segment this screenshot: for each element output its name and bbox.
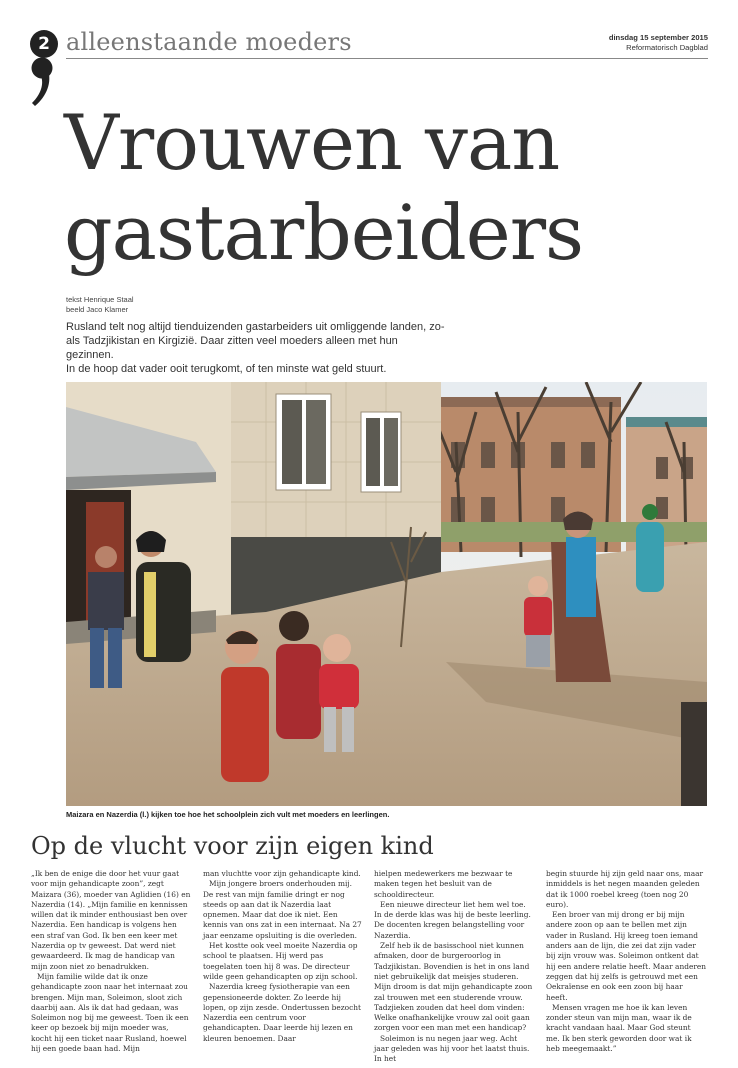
intro-line: Rusland telt nog altijd tienduizenden gastarbeiders uit omliggende landen, zo- <box>66 321 445 333</box>
photo-credit: beeld Jaco Klamer <box>66 305 129 314</box>
headline <box>64 98 583 278</box>
intro-line: In de hoop dat vader ooit terugkomt, of ten minste wat geld stuurt. <box>66 363 387 375</box>
section-title: alleenstaande moeders <box>66 28 352 56</box>
headline-line-2: gastarbeiders <box>64 188 584 277</box>
paragraph: man vluchtte voor zijn gehandicapte kind. <box>203 869 361 878</box>
paragraph: Mijn jongere broers onderhouden mij. De rest van mijn familie dringt er nog steeds op aan dat ik Nazerdia laat opnemen. Maar dat doe ik niet. Een kennis van ons zat in een internaat. Na 27 jaar eenzame opsluiting is die overleden. <box>203 879 362 940</box>
paragraph: Nazerdia kreeg fysiotherapie van een gepensioneerde dokter. Zo leerde hij lopen, op zijn zesde. Ondertussen bezocht Nazerdia een centrum voor gehandicapten. Daar leerde hij lezen en kleuren benoemen. Daar <box>203 982 362 1043</box>
dateline <box>609 33 708 53</box>
header-rule <box>66 58 708 59</box>
paragraph: Soleimon is nu negen jaar weg. Acht jaar geleden was hij voor het laatst thuis. In het <box>374 1033 530 1064</box>
paragraph: Een nieuwe directeur liet hem wel toe. In de derde klas was hij de beste leerling. De docenten kregen belangstelling voor Nazerdia. <box>374 899 531 940</box>
paragraph: Mijn familie wilde dat ik onze gehandicapte zoon naar het internaat zou brengen. Mijn man, Soleimon, sloot zich daarbij aan. Als ik dat had gedaan, was Soleimon nog bij me geweest. Toen ik een keer op bezoek bij mijn moeder was, kocht hij een ticket naar Rusland, hoewel hij een goede baan had. Mijn <box>31 971 189 1054</box>
issue-date: dinsdag 15 september 2015 <box>608 33 708 42</box>
credits <box>66 295 134 315</box>
intro-line: als Tadzjikistan en Kirgizië. Daar zitten veel moeders alleen met hun gezinnen. <box>66 335 398 361</box>
article-column-3 <box>374 869 534 1065</box>
comma-logo-icon <box>31 56 53 108</box>
paragraph: Het kostte ook veel moeite Nazerdia op school te plaatsen. Hij werd pas toegelaten toen hij 8 was. De directeur wilde geen gehandicapten op zijn school. <box>203 941 358 981</box>
photo-caption: Maizara en Nazerdia (l.) kijken toe hoe het schoolplein zich vult met moeders en leerlingen. <box>66 810 390 819</box>
publication-name: Reformatorisch Dagblad <box>626 43 708 52</box>
paragraph: Een broer van mij drong er bij mijn andere zoon op aan te bellen met zijn vader in Rusland. Hij kreeg toen iemand anders aan de lijn, die zei dat zijn vader bij zijn vrouw was. Soleimon ontkent dat hij een andere relatie heeft. Maar anderen zeggen dat hij zelfs is getrouwd met een Oekraïense en ook een zoon bij haar heeft. <box>546 910 706 1002</box>
paragraph: hielpen medewerkers me bezwaar te maken tegen het besluit van de schooldirecteur. <box>374 869 513 899</box>
schoolyard-photo <box>66 382 707 806</box>
text-credit: tekst Henrique Staal <box>66 295 134 304</box>
article-column-4 <box>546 869 706 1054</box>
headline-line-1: Vrouwen van <box>64 98 560 187</box>
paragraph: begin stuurde hij zijn geld naar ons, maar inmiddels is het negen maanden geleden dat ik 1000 roebel kreeg (toen nog 20 euro). <box>546 869 704 909</box>
article-subhead: Op de vlucht voor zijn eigen kind <box>31 832 434 860</box>
page-number-badge: 2 <box>30 30 58 58</box>
article-column-2 <box>203 869 363 1044</box>
intro-text <box>66 320 446 376</box>
paragraph: Mensen vragen me hoe ik kan leven zonder steun van mijn man, waar ik de kracht vandaan haal. Maar God steunt me. Ik ben sterk geworden door wat ik heb meegemaakt.” <box>546 1002 692 1054</box>
paragraph: „Ik ben de enige die door het vuur gaat voor mijn gehandicapte zoon”, zegt Maizara (36), moeder van Aglidien (16) en Nazerdia (14). „Mijn familie en kennissen willen dat ik minder enthousiast ben over Nazerdia. Een handicap is volgens hen een straf van God. Ik ben een keer met Nazerdia op tv geweest. Dat werd niet gewaardeerd. Ik mag de handicap van mijn zoon niet zo benadrukken. <box>31 869 191 971</box>
paragraph: Zelf heb ik de basisschool niet kunnen afmaken, door de burgeroorlog in Tadzjikistan. Bovendien is het in ons land niet gebruikelijk dat meisjes studeren. Mijn droom is dat mijn gehandicapte zoon zal trouwen met een studerende vrouw. Tadzjieken zouden dat heel dom vinden: Welke onafhankelijke vrouw zal ooit gaan zorgen voor een man met een handicap? <box>374 941 533 1033</box>
article-column-1 <box>31 869 191 1054</box>
